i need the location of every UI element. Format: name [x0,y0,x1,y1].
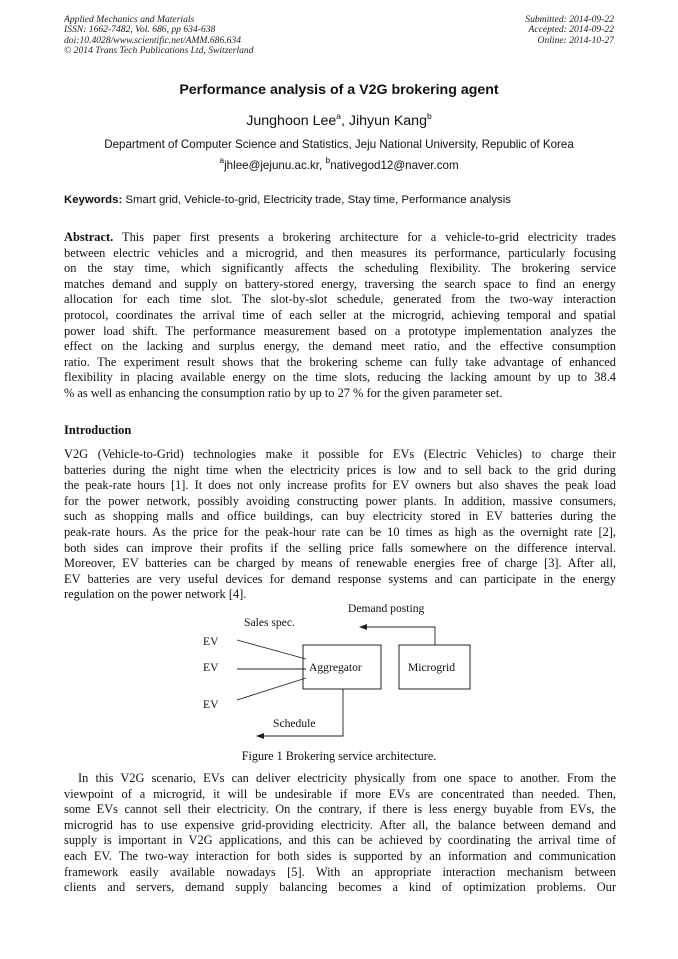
ev-label: EV [203,635,219,648]
author-list [0,113,678,129]
email-separator: , [319,159,326,172]
demand-posting-label: Demand posting [348,602,425,615]
text-line: V2G (Vehicle-to-Grid) technologies make it possible for EVs (Electric Vehicles) to charge their [64,447,616,461]
text-line: clients and servers, demand supply balancing becomes a kind of optimization problems. Our [64,880,616,895]
author-separator: , [340,113,349,129]
ev-link-line [237,678,306,700]
text-line: framework easily available nowadays [5]. With an appropriate interaction mechanism between [64,864,616,879]
keywords [64,194,616,206]
journal-issn: ISSN: 1662-7482, Vol. 686, pp 634-638 [64,24,216,36]
schedule-label: Schedule [273,717,316,730]
text-line: such as shopping malls and office buildings, can buy electricity stored in EV batteries during the [64,509,616,524]
ev-label: EV [203,698,219,711]
author-affil-mark: b [426,111,432,121]
abstract [64,230,616,402]
email-mark: b [325,155,331,165]
text-line: Abstract. This paper first presents a brokering architecture for a vehicle-to-grid electricity trades [64,230,616,244]
text-line: regulation on the power network [4]. [64,587,247,602]
text-line: between electric vehicles and a microgrid, and then measures its performance, particularly focusing [64,245,616,260]
keywords-label: Keywords: [64,194,123,206]
text-line: power load shift. The performance measurement based on a prototype implementation analyzes the [64,323,616,338]
text-line: Moreover, EV batteries can be charged by means of renewable energies free of charge [3]. After all, [64,556,616,571]
architecture-diagram [195,598,495,748]
journal-info [64,15,254,56]
section-heading: Introduction [64,423,132,437]
text-line: both sides can improve their profits if the selling price falls somewhere on the difference interval. [64,540,616,555]
text-line: for the power network, possibly avoiding constructing power plants. In addition, massive consumers, [64,493,616,508]
author-affil-mark: a [336,111,341,121]
text-line: on the stay time, which significantly affects the scheduling flexibility. The brokering service [64,261,616,276]
text-line: supply is important in V2G applications, and this can be achieved by coordinating the arrival time of [64,833,616,848]
text-line: batteries during the night time when the electricity prices is low and to sell back to the grid during [64,462,616,477]
email-mark: a [219,155,225,165]
text-line: protocol, coordinates the arrival time of each seller at the microgrid, achieving temporal and spatial [64,307,616,322]
figure-caption: Figure 1 Brokering service architecture. [241,749,437,763]
text-line: effect on the lacking and surplus energy, the demand meet ratio, and the effective consumption [64,339,616,354]
submission-dates [525,15,614,46]
accepted-date: Accepted: 2014-09-22 [528,24,614,36]
text-line: EV batteries are very useful devices for demand response systems and can participate in the energy [64,571,616,586]
aggregator-label: Aggregator [309,661,362,674]
text-line: In this V2G scenario, EVs can deliver electricity physically from one space to another. From the [78,771,616,785]
text-line: microgrid has to use expensive grid-providing electricity. After all, the balance between demand and [64,817,616,832]
ev-link-line [237,640,306,659]
submitted-date: Submitted: 2014-09-22 [525,14,614,25]
email-link[interactable]: jhlee@jejunu.ac.kr [224,159,320,172]
ev-label: EV [203,661,219,674]
sales-spec-label: Sales spec. [244,616,295,629]
intro-paragraph [64,447,616,603]
text-line: allocation for each time slot. The slot-by-slot schedule, generated from the two-way interaction [64,292,616,307]
journal-doi[interactable]: doi:10.4028/www.scientific.net/AMM.686.634 [64,34,242,46]
text-line: matches demand and supply on battery-stored energy, traversing the search space to find an energy [64,276,616,291]
text-line: each EV. The two-way interaction for both sides is supported by an information and communication [64,848,616,863]
keywords-text: Smart grid, Vehicle-to-grid, Electricity trade, Stay time, Performance analysis [125,194,511,206]
text-line: some EVs cannot sell their electricity. On the contrary, if there is less energy buyable from EVs, the [64,802,616,817]
online-date: Online: 2014-10-27 [537,34,614,46]
text-line: the peak-rate hours [1]. It does not only increase profits for EV owners but also shaves the peak load [64,478,616,493]
microgrid-label: Microgrid [408,661,456,674]
text-line: ratio. The experiment result shows that the brokering scheme can fully take advantage of enhanced [64,354,616,369]
text-line: flexibility in placing available energy on the time slots, reducing the lacking amount by up to 38.4 [64,370,616,385]
journal-copyright: © 2014 Trans Tech Publications Ltd, Switzerland [64,44,254,56]
author-emails [0,155,678,172]
author-name: Jihyun Kang [348,113,427,129]
text-line: % as well as enhancing the consumption ratio by up to 27 % for the given parameter set. [64,385,503,400]
paper-title: Performance analysis of a V2G brokering agent [179,82,499,98]
body-paragraph [64,771,616,896]
text-line: viewpoint of a microgrid, it will be undesirable if more EVs are concentrated than needed. Then, [64,786,616,801]
abstract-label: Abstract. [64,230,114,244]
affiliation: Department of Computer Science and Statistics, Jeju National University, Republic of Korea [104,138,574,151]
journal-name: Applied Mechanics and Materials [64,14,195,25]
author-name: Junghoon Lee [246,113,337,129]
text-line: peak-rate hours. As the price for the peak-hour rate can be 10 times as high as the overnight rate [2], [64,524,616,539]
email-link[interactable]: nativegod12@naver.com [330,159,459,172]
demand-posting-arrow [360,627,435,645]
